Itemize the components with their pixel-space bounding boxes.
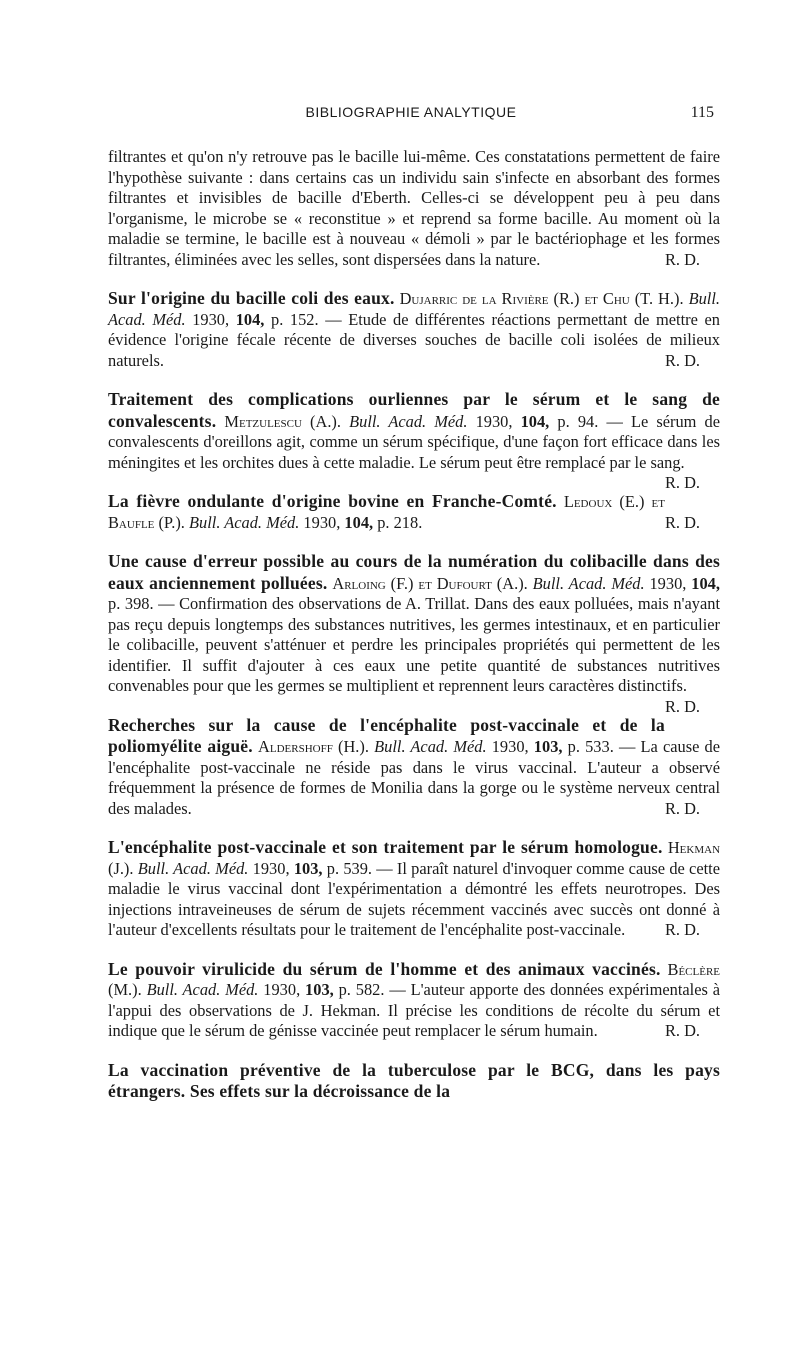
entry-authors: Metzulescu (A.). — [224, 411, 341, 431]
entry-volume: 104, — [344, 512, 374, 532]
signature: R. D. — [664, 350, 700, 370]
entry-pages: p. 539. — [326, 858, 372, 878]
entry-authors: Hekman (J.). — [108, 838, 721, 878]
signature: R. D. — [664, 473, 700, 492]
continuation-text: filtrantes et qu'on n'y retrouve pas le bacille lui-même. Ces constatations permettent de faire l'hypothèse suivante : dans certains cas un individu sain s'infecte en absorbant des formes filtrantes et invisibles de bacille d'Eberth. Celles-ci se développent peu à peu dans l'organisme, le microbe se « reconstitue » et reprend sa forme bacille. Au moment où la maladie se termine, le bacille est à nouveau « démoli » par le bactériophage et les formes filtrantes, éliminées avec les selles, sont dispersées dans la nature. — [108, 147, 720, 269]
entry-summary: — Confirmation des observations de A. Trillat. Dans des eaux polluées, mais n'ayant pas reçu depuis longtemps des substances nutritives, les germes intestinaux, et en particulier le colibacille, peuvent s'atténuer et perdre les principales propriétés qui permettent de les identifier. Il suffit d'ajouter à ces eaux une petite quantité de substances nutritives convenables pour que les germes se multiplient et reprennent leurs caractères distinctifs. — [108, 594, 720, 695]
entry-summary: — Etude de différentes réactions permettant de mettre en évidence l'origine fécale récente de diverses souches de bacille coli isolées de milieux naturels. — [108, 309, 720, 370]
entry-summary: — La cause de l'encéphalite post-vaccinale ne réside pas dans le virus vaccinal. L'auteur a observé fréquemment la présence de formes de Monilia dans la gorge ou le système nerveux central des malades. — [108, 737, 720, 818]
entry-pages: p. 94. — [557, 411, 599, 431]
bibliography-entry — [108, 1060, 720, 1103]
entry-journal: Bull. Acad. Méd. — [146, 980, 259, 999]
signature: R. D. — [664, 512, 700, 532]
bibliography-column — [108, 147, 720, 1103]
entry-pages: p. 218. — [377, 512, 423, 532]
signature: R. D. — [664, 798, 700, 818]
entry-year: 1930, — [649, 573, 687, 593]
entry-authors: Arloing (F.) et Dufourt (A.). — [332, 573, 528, 593]
entry-volume: 103, — [293, 858, 323, 878]
entry-volume: 104, — [691, 573, 720, 593]
entry-journal: Bull. Acad. Méd. — [189, 512, 300, 532]
entry-title: Sur l'origine du bacille coli des eaux. — [108, 288, 395, 308]
entry-volume: 104, — [235, 309, 265, 329]
entry-authors: Béclère (M.). — [108, 959, 720, 999]
running-title: BIBLIOGRAPHIE ANALYTIQUE — [305, 104, 517, 120]
entry-year: 1930, — [303, 512, 341, 532]
entry-year: 1930, — [475, 411, 513, 431]
continuation-paragraph — [108, 147, 720, 270]
entry-title: Recherches sur la cause de l'encéphalite post-vaccinale et de la poliomyélite aiguë. — [108, 714, 665, 756]
entry-year: 1930, — [192, 309, 230, 329]
page-number: 115 — [690, 104, 714, 121]
entry-volume: 103, — [533, 737, 563, 756]
bibliography-entry — [108, 389, 720, 492]
signature: R. D. — [664, 920, 700, 939]
bibliography-entry — [108, 551, 720, 716]
entry-pages: p. 533. — [567, 737, 614, 756]
entry-pages: p. 398. — [108, 594, 154, 613]
entry-journal: Bull. Acad. Méd. — [374, 737, 487, 756]
entry-title: Le pouvoir virulicide du sérum de l'homme et des animaux vaccinés. — [108, 958, 661, 979]
signature: R. D. — [664, 1021, 700, 1040]
entry-journal: Bull. Acad. Méd. — [349, 411, 468, 431]
bibliography-entry — [108, 288, 720, 371]
entry-journal: Bull. Acad. Méd. — [532, 573, 645, 593]
entry-summary: — Il paraît naturel d'invoquer comme cause de cette maladie le virus vaccinal dont l'expérimentation a démontré les effets neurotropes. Des injections intraveineuses de sérum de sujets récemment vaccinés avec succès ont donné à l'auteur d'excellents résultats pour le traitement de l'encéphalite post-vaccinale. — [108, 858, 720, 939]
bibliography-entry — [108, 837, 720, 941]
entry-title: La vaccination préventive de la tuberculose par le BCG, dans les pays étrangers. Ses effets sur la décroissance de la — [108, 1059, 720, 1101]
entry-year: 1930, — [252, 858, 290, 878]
entry-title: Une cause d'erreur possible au cours de la numération du colibacille dans des eaux anciennement polluées. — [108, 551, 720, 593]
entry-volume: 104, — [520, 411, 550, 431]
bibliography-entry — [108, 491, 720, 533]
signature: R. D. — [664, 249, 700, 269]
signature: R. D. — [664, 696, 700, 716]
entry-authors: Dujarric de la Rivière (R.) et Chu (T. H.). — [399, 289, 684, 308]
entry-pages: p. 152. — [271, 309, 319, 329]
entry-journal: Bull. Acad. Méd. — [108, 289, 720, 329]
entry-title: La fièvre ondulante d'origine bovine en Franche-Comté. — [108, 491, 557, 511]
bibliography-entry — [108, 959, 720, 1042]
bibliography-entry — [108, 715, 720, 820]
entry-volume: 103, — [305, 980, 334, 999]
entry-pages: p. 582. — [338, 980, 385, 999]
entry-summary: — Le sérum de convalescents d'oreillons agit, comme un sérum spécifique, d'une façon fort efficace dans les méningites et les orchites dues à cette maladie. Le sérum peut être remplacé par le sang. — [108, 411, 720, 472]
entry-year: 1930, — [491, 737, 529, 756]
entry-title: Traitement des complications ourliennes par le sérum et le sang de convalescents. — [108, 389, 720, 431]
entry-summary: — L'auteur apporte des données expérimentales à l'appui des observations de J. Hekman. Il précise les conditions de récolte du sérum et indique que le sérum de génisse vaccinée peut remplacer le sérum humain. — [108, 980, 720, 1040]
entry-journal: Bull. Acad. Méd. — [137, 858, 249, 878]
entry-authors: Aldershoff (H.). — [258, 737, 369, 756]
running-head — [108, 104, 714, 126]
entry-year: 1930, — [263, 980, 301, 999]
entry-authors: Ledoux (E.) et Baufle (P.). — [108, 492, 665, 532]
entry-title: L'encéphalite post-vaccinale et son traitement par le sérum homologue. — [108, 837, 663, 857]
